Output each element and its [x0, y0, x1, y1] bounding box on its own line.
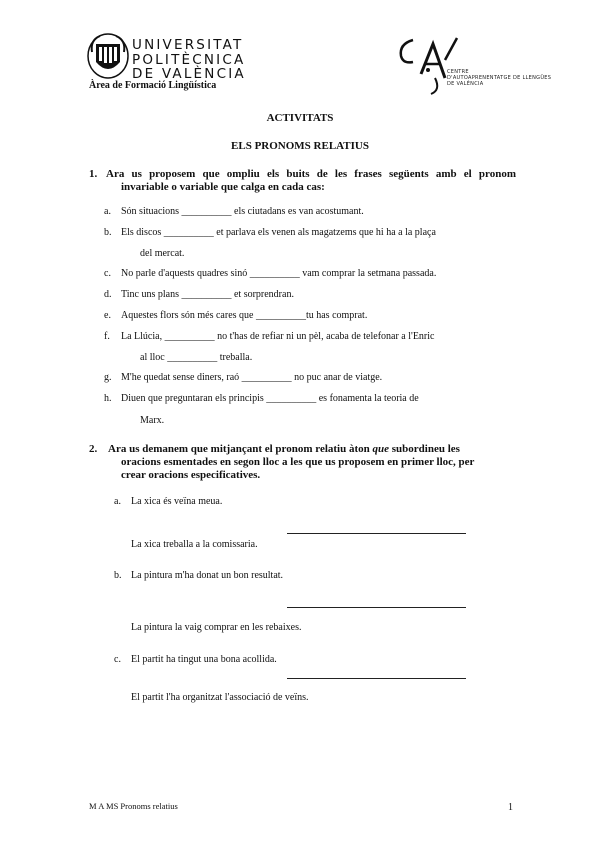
page-number: 1 — [508, 802, 513, 813]
footer-text: M A MS Pronoms relatius — [89, 801, 178, 811]
ex1-item-text: Tinc uns plans __________ et sorprendran. — [121, 289, 294, 300]
ex2-item-label: c. — [114, 654, 121, 665]
ex2-item-first: El partit ha tingut una bona acollida. — [131, 654, 277, 665]
university-name — [132, 38, 246, 82]
exercise2-instruction-part2: subordineu les — [389, 443, 460, 455]
cal-text-line-3: DE VALÈNCIA — [447, 81, 484, 87]
upv-logo — [86, 32, 130, 80]
answer-line[interactable] — [287, 607, 466, 608]
area-label: Àrea de Formació Lingüística — [89, 80, 217, 91]
ex1-item-label: b. — [104, 227, 112, 238]
university-line-3: DE VALÈNCIA — [132, 66, 246, 82]
cal-text-line-2: D'AUTOAPRENENTATGE DE LLENGÜES — [447, 75, 552, 81]
ex1-item-label: e. — [104, 310, 111, 321]
cal-text-line-1: CENTRE — [447, 69, 469, 75]
ex2-item-second: El partit l'ha organitzat l'associació de veïns. — [131, 692, 309, 703]
university-line-2: POLITÈCNICA — [132, 51, 246, 68]
upv-shield-icon — [86, 32, 130, 80]
page-title: ACTIVITATS — [266, 112, 334, 124]
ex1-item-text-cont: al lloc __________ treballa. — [140, 352, 253, 363]
exercise1-instruction-line-1: Ara us proposem que ompliu els buits de les frases següents amb el pronom — [106, 168, 516, 180]
ex2-item-second: La pintura la vaig comprar en les rebaixes. — [131, 622, 302, 633]
ex1-item-text: Són situacions __________ els ciutadans es van acostumant. — [121, 206, 364, 217]
ex1-item-text: La Llúcia, __________ no t'has de refiar ni un pèl, acaba de telefonar a l'Enric — [121, 331, 435, 342]
answer-line[interactable] — [287, 678, 466, 679]
university-line-1: UNIVERSITAT — [132, 37, 244, 53]
exercise1-instruction-line-2: invariable o variable que calga en cada cas: — [121, 181, 325, 193]
exercise1-number: 1. — [89, 168, 98, 180]
exercise2-instruction-line-2: oracions esmentades en segon lloc a les que us proposem en primer lloc, per — [121, 456, 475, 468]
ex2-item-label: b. — [114, 570, 122, 581]
answer-line[interactable] — [287, 533, 466, 534]
exercise2-instruction-line-1 — [108, 443, 516, 456]
ex1-item-text: Aquestes flors són més cares que __________tu has comprat. — [121, 310, 368, 321]
cal-logo-text — [447, 69, 551, 87]
ex1-item-text: M'he quedat sense diners, raó __________ no puc anar de viatge. — [121, 372, 383, 383]
page-subtitle: ELS PRONOMS RELATIUS — [231, 140, 369, 152]
exercise2-instruction-line-3: crear oracions especificatives. — [121, 469, 261, 481]
ex2-item-first: La pintura m'ha donat un bon resultat. — [131, 570, 284, 581]
exercise2-instruction-part1: Ara us demanem que mitjançant el pronom relatiu àton — [108, 443, 373, 455]
ex1-item-text: No parle d'aquests quadres sinó __________ vam comprar la setmana passada. — [121, 268, 437, 279]
ex1-item-label: h. — [104, 393, 112, 404]
exercise2-number: 2. — [89, 443, 98, 455]
ex1-item-text: Els discos __________ et parlava els venen als magatzems que hi ha a la plaça — [121, 227, 436, 238]
ex1-item-text-cont: Marx. — [140, 415, 165, 426]
ex1-item-label: c. — [104, 268, 111, 279]
ex1-item-text-cont: del mercat. — [140, 248, 185, 259]
exercise2-instruction-italic: que — [372, 443, 390, 455]
ex1-item-label: g. — [104, 372, 112, 383]
ex2-item-label: a. — [114, 496, 121, 507]
ex1-item-label: f. — [104, 331, 110, 342]
ex1-item-label: a. — [104, 206, 111, 217]
ex1-item-text: Diuen que preguntaran els principis __________ es fonamenta la teoria de — [121, 393, 419, 404]
ex2-item-second: La xica treballa a la comissaria. — [131, 539, 258, 550]
ex2-item-first: La xica és veïna meua. — [131, 496, 223, 507]
ex1-item-label: d. — [104, 289, 112, 300]
